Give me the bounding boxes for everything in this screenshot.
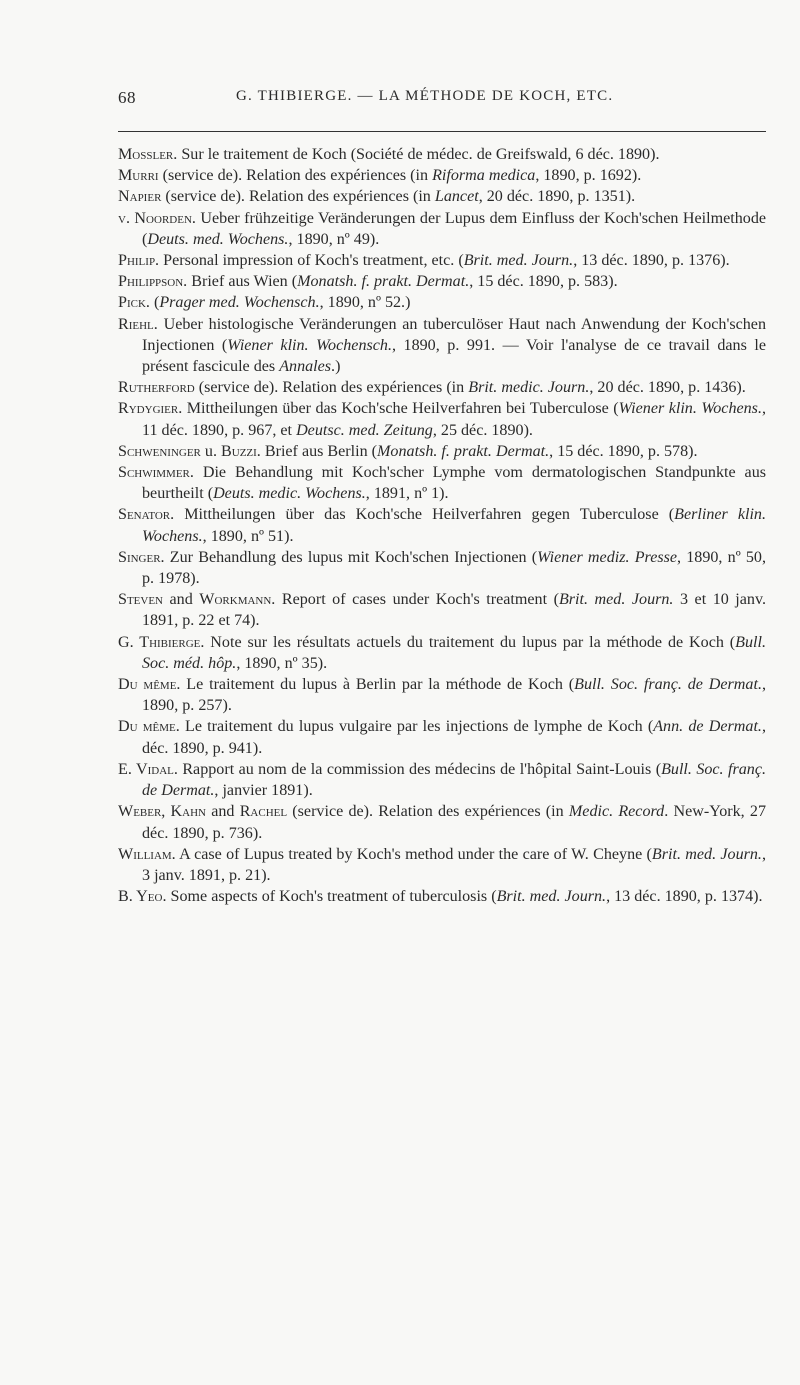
- bibliography-entry: [118, 165, 766, 186]
- entry-journal: Annales: [279, 358, 332, 376]
- entry-journal: Bull. Soc. franç. de Dermat.: [142, 760, 766, 800]
- bibliography-entry: [118, 632, 766, 674]
- bibliography-entry: [118, 886, 766, 907]
- entry-text: Ueber frühzeitige Veränderungen der Lupus dem Einfluss der Koch'schen Heilmethode (: [142, 209, 767, 248]
- bibliography-entry: [118, 441, 766, 462]
- entry-text: Brief aus Wien (: [187, 273, 298, 291]
- entry-author: Du même.: [118, 676, 181, 694]
- bibliography-entry: [118, 844, 766, 886]
- entry-text: Ueber histologische Veränderungen an tuberculöser Haut nach Anwendung der Koch'schen Injectionen (: [142, 315, 766, 354]
- entry-text: .): [331, 358, 341, 376]
- entry-author: Schweninger: [118, 442, 201, 460]
- entry-text: Zur Behandlung des lupus mit Koch'schen Injectionen (: [164, 548, 538, 566]
- entry-text: and: [163, 591, 200, 609]
- bibliography-entry: [118, 250, 766, 271]
- entry-journal: Wiener mediz. Presse: [537, 548, 678, 566]
- entry-journal: Deuts. med. Wochens.: [147, 230, 289, 248]
- running-title: G. THIBIERGE. — LA MÉTHODE DE KOCH, ETC.: [236, 88, 614, 104]
- entry-author: Weber,: [118, 803, 166, 821]
- entry-author: Rutherford: [118, 379, 195, 397]
- entry-journal: Brit. med. Journ.: [463, 252, 574, 270]
- bibliography-entry: [118, 589, 766, 631]
- entry-author: Napier: [118, 188, 162, 206]
- entry-journal: Wiener klin. Wochens.: [618, 400, 762, 418]
- entry-journal: Brit. med. Journ.: [496, 888, 607, 906]
- entry-text: , 13 déc. 1890, p. 1376).: [573, 252, 730, 270]
- entry-author: E. Vidal.: [118, 760, 178, 778]
- entry-text: , déc. 1890, p. 941).: [142, 718, 766, 757]
- entry-journal: Brit. med. Journ.: [558, 591, 674, 609]
- entry-text: Note sur les résultats actuels du traitement du lupus par la méthode de Koch (: [204, 633, 736, 651]
- bibliography-entry: [118, 801, 766, 843]
- entry-text: (: [149, 294, 160, 312]
- entry-author: G. Thibierge.: [118, 633, 205, 651]
- entry-journal: Berliner klin. Wochens.: [142, 506, 766, 545]
- entry-coauthor: Rachel: [239, 803, 288, 821]
- entry-author: Philip.: [118, 252, 160, 270]
- entry-text: , 15 déc. 1890, p. 583).: [469, 273, 618, 291]
- bibliography-entry: [118, 759, 766, 801]
- entry-author: Pick.: [118, 294, 150, 312]
- bibliography-entry: [118, 462, 766, 504]
- entry-author: Schwimmer.: [118, 464, 194, 482]
- entry-text: , janvier 1891).: [214, 782, 313, 800]
- bibliography-list: [118, 144, 766, 907]
- bibliography-entry: [118, 271, 766, 292]
- entry-text: Le traitement du lupus vulgaire par les injections de lymphe de Koch (: [179, 718, 654, 736]
- entry-author: Mossler.: [118, 146, 178, 163]
- running-head: [118, 88, 766, 114]
- entry-text: , 1890, p. 991. — Voir l'analyse de ce travail dans le présent fascicule des: [142, 336, 766, 376]
- bibliography-entry: [118, 314, 766, 378]
- entry-journal: Bull. Soc. franç. de Dermat.: [574, 676, 762, 694]
- entry-journal: Bull. Soc. méd. hôp.: [142, 633, 766, 672]
- entry-journal: Brit. med. Journ.: [651, 845, 762, 863]
- entry-text: , 1891, nº 1).: [365, 485, 449, 503]
- entry-author: Steven: [118, 591, 163, 609]
- bibliography-entry: [118, 186, 766, 207]
- entry-author: Rydygier.: [118, 400, 183, 418]
- entry-text: u.: [200, 442, 222, 460]
- entry-text: , 20 déc. 1890, p. 1351).: [478, 188, 636, 206]
- entry-text: , 1890, nº 52.): [319, 294, 411, 312]
- bibliography-entry: [118, 144, 766, 165]
- entry-author: William.: [118, 845, 176, 863]
- entry-text: , 11 déc. 1890, p. 967, et: [142, 400, 767, 439]
- entry-author: B. Yeo.: [118, 888, 167, 906]
- bibliography-entry: [118, 547, 766, 589]
- entry-author: Murri: [118, 167, 159, 185]
- entry-text: A case of Lupus treated by Koch's method under the care of W. Cheyne (: [175, 845, 652, 863]
- entry-text: , 1890, nº 35).: [236, 654, 328, 672]
- entry-journal: Monatsh. f. prakt. Dermat.: [297, 273, 470, 291]
- entry-author: Riehl.: [118, 315, 158, 333]
- entry-text: , 1890, nº 49).: [288, 230, 380, 248]
- entry-text: , 1890, p. 1692).: [535, 167, 642, 185]
- entry-text: Rapport au nom de la commission des médecins de l'hôpital Saint-Louis (: [177, 760, 662, 778]
- entry-text: (service de). Relation des expériences (in: [158, 167, 433, 185]
- entry-text: 3 et 10 janv. 1891, p. 22 et 74).: [142, 591, 766, 630]
- entry-journal: Lancet: [434, 188, 479, 206]
- entry-coauthor: Buzzi.: [221, 442, 261, 460]
- entry-text: Sur le traitement de Koch (Société de médec. de Greifswald, 6 déc. 1890).: [177, 146, 660, 163]
- bibliography-entry: [118, 377, 766, 398]
- entry-text: Some aspects of Koch's treatment of tuberculosis (: [166, 888, 497, 906]
- page-number: 68: [118, 88, 136, 107]
- entry-text: . New-York, 27 déc. 1890, p. 736).: [142, 803, 766, 842]
- entry-text: Mittheilungen über das Koch'sche Heilverfahren gegen Tuberculose (: [174, 506, 675, 524]
- entry-journal: Riforma medica: [432, 167, 536, 185]
- header-rule: [118, 131, 766, 132]
- entry-text: , 3 janv. 1891, p. 21).: [142, 845, 766, 884]
- entry-coauthor: Kahn: [170, 803, 207, 821]
- entry-journal: Deuts. medic. Wochens.: [213, 485, 366, 503]
- bibliography-entry: [118, 208, 766, 250]
- entry-text: , 13 déc. 1890, p. 1374).: [606, 888, 763, 906]
- entry-author: Philippson.: [118, 273, 188, 291]
- entry-text: , 20 déc. 1890, p. 1436).: [589, 379, 746, 397]
- entry-journal: Deutsc. med. Zeitung: [296, 421, 433, 439]
- entry-coauthor: Workmann.: [199, 591, 276, 609]
- entry-text: (service de). Relation des expériences (in: [161, 188, 435, 206]
- entry-journal: Medic. Record: [568, 803, 665, 821]
- entry-author: Du même.: [118, 718, 180, 736]
- entry-text: , 1890, p. 257).: [142, 676, 766, 715]
- entry-text: Brief aus Berlin (: [260, 442, 378, 460]
- bibliography-entry: [118, 398, 766, 440]
- entry-journal: Prager med. Wochensch.: [159, 294, 320, 312]
- entry-text: , 1890, nº 50, p. 1978).: [142, 548, 767, 588]
- entry-text: Personal impression of Koch's treatment, etc. (: [159, 252, 464, 270]
- entry-journal: Monatsh. f. prakt. Dermat.: [377, 442, 550, 460]
- entry-author: v. Noorden.: [118, 209, 196, 227]
- entry-text: Die Behandlung mit Koch'scher Lymphe vom dermatologischen Standpunkte aus beurtheilt (: [142, 464, 766, 503]
- entry-text: Mittheilungen über das Koch'sche Heilverfahren bei Tuberculose (: [182, 400, 619, 418]
- entry-text: (service de). Relation des expériences (in: [194, 379, 469, 397]
- entry-journal: Wiener klin. Wochensch.: [227, 336, 392, 354]
- bibliography-entry: [118, 674, 766, 716]
- entry-text: , 15 déc. 1890, p. 578).: [549, 442, 698, 460]
- entry-text: Le traitement du lupus à Berlin par la méthode de Koch (: [180, 676, 575, 694]
- entry-text: , 1890, nº 51).: [202, 527, 294, 545]
- entry-author: Singer.: [118, 548, 165, 566]
- entry-author: Senator.: [118, 506, 175, 524]
- entry-text: , 25 déc. 1890).: [432, 421, 533, 439]
- entry-journal: Brit. medic. Journ.: [468, 379, 590, 397]
- entry-journal: Ann. de Dermat.: [653, 718, 762, 736]
- bibliography-entry: [118, 716, 766, 758]
- entry-text: Report of cases under Koch's treatment (: [275, 591, 559, 609]
- bibliography-entry: [118, 504, 766, 546]
- entry-text: and: [206, 803, 240, 821]
- bibliography-entry: [118, 292, 766, 313]
- entry-text: (service de). Relation des expériences (in: [287, 803, 569, 821]
